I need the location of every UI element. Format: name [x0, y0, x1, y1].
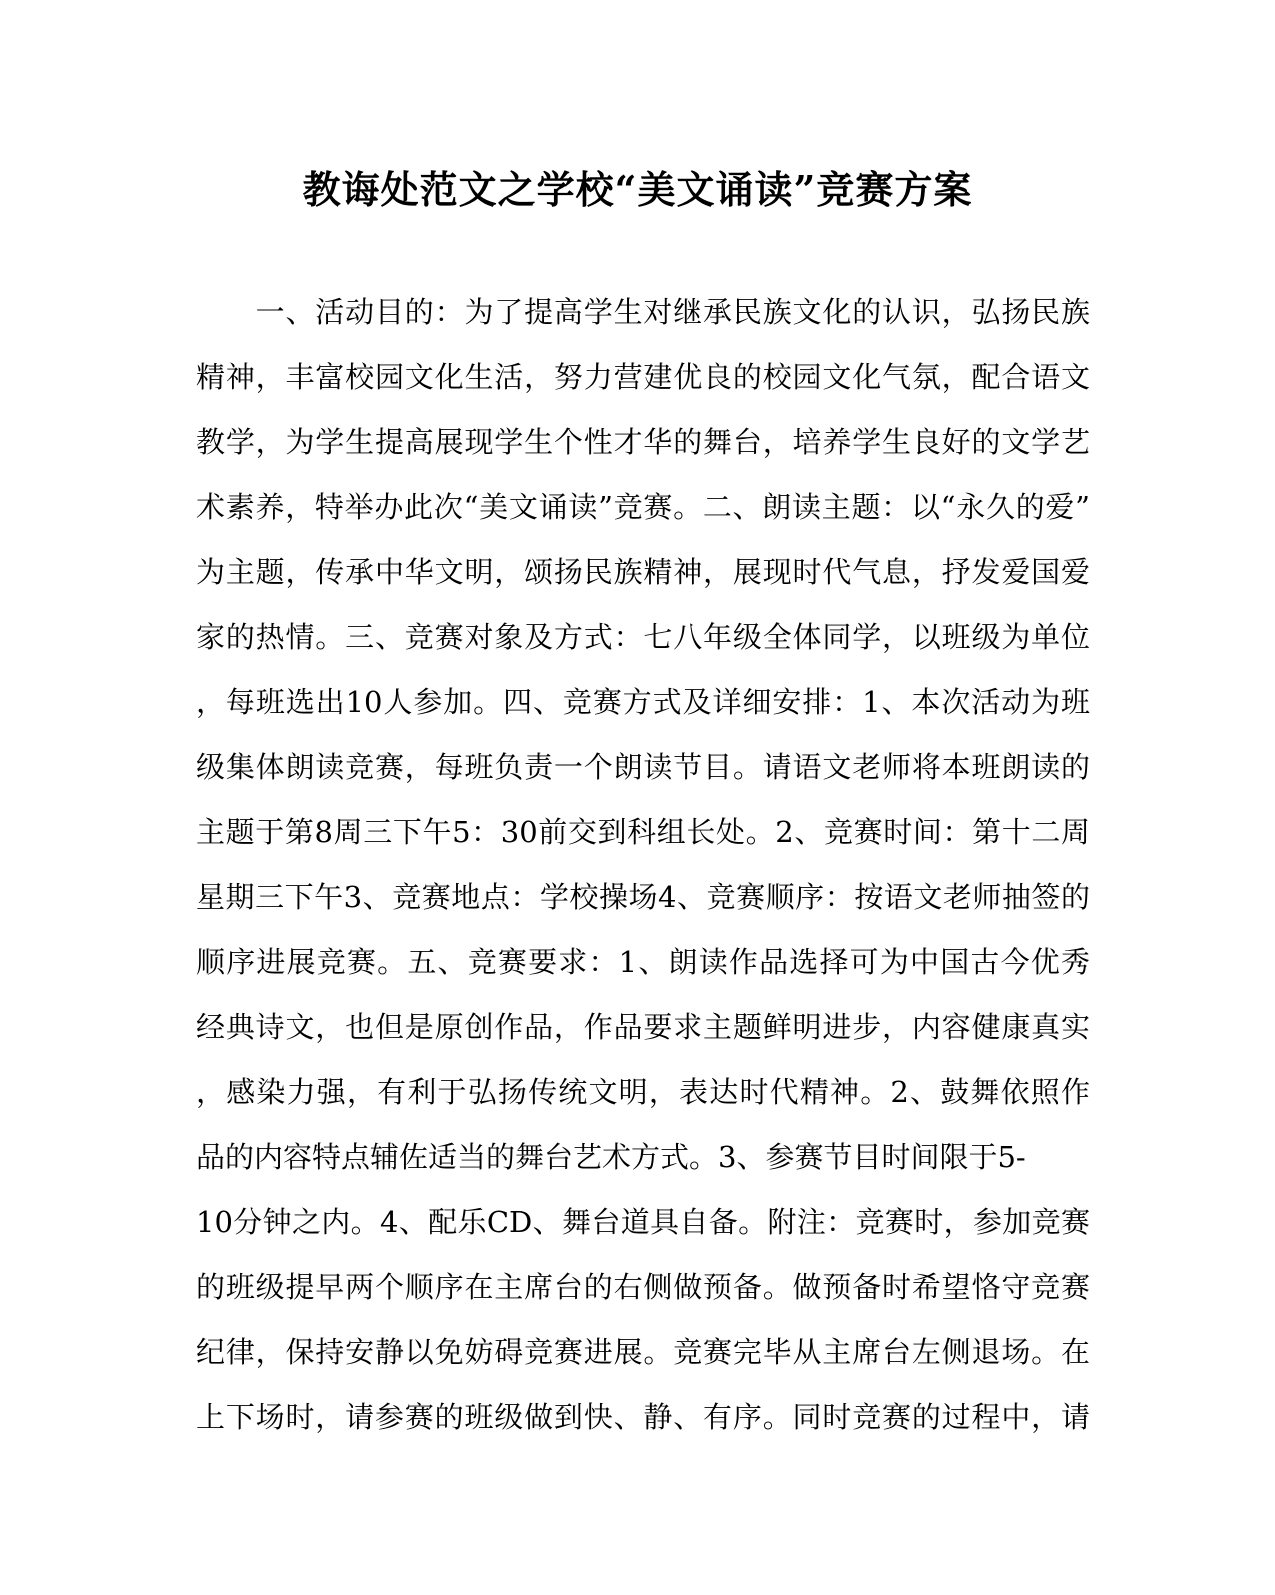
text-line: 级集体朗读竞赛，每班负责一个朗读节目。请语文老师将本班朗读的 [196, 750, 1090, 784]
text-line: 顺序进展竞赛。五、竞赛要求：1、朗读作品选择可为中国古今优秀 [196, 945, 1090, 979]
text-line: 上下场时，请参赛的班级做到快、静、有序。同时竞赛的过程中，请 [196, 1400, 1090, 1434]
text-line: 术素养，特举办此次“美文诵读”竞赛。二、朗读主题：以“永久的爱” [196, 490, 1090, 524]
text-line: 纪律，保持安静以免妨碍竞赛进展。竞赛完毕从主席台左侧退场。在 [196, 1335, 1090, 1369]
text-line: ，每班选出10人参加。四、竞赛方式及详细安排：1、本次活动为班 [196, 685, 1090, 719]
text-line: 主题于第8周三下午5：30前交到科组长处。2、竞赛时间：第十二周 [196, 815, 1090, 849]
text-line: 的班级提早两个顺序在主席台的右侧做预备。做预备时希望恪守竞赛 [196, 1270, 1090, 1304]
text-line: 教学，为学生提高展现学生个性才华的舞台，培养学生良好的文学艺 [196, 425, 1090, 459]
text-line: 星期三下午3、竞赛地点：学校操场4、竞赛顺序：按语文老师抽签的 [196, 880, 1090, 914]
text-line: ，感染力强，有利于弘扬传统文明，表达时代精神。2、鼓舞依照作 [196, 1075, 1090, 1109]
text-line: 经典诗文，也但是原创作品，作品要求主题鲜明进步，内容健康真实 [196, 1010, 1090, 1044]
document-title: 教诲处范文之学校“美文诵读”竞赛方案 [302, 167, 973, 212]
text-line: 为主题，传承中华文明，颂扬民族精神，展现时代气息，抒发爱国爱 [196, 555, 1090, 589]
document-body [196, 280, 1090, 1450]
text-line: 10分钟之内。4、配乐CD、舞台道具自备。附注：竞赛时，参加竞赛 [196, 1205, 1090, 1239]
text-line: 精神，丰富校园文化生活，努力营建优良的校园文化气氛，配合语文 [196, 360, 1090, 394]
text-line: 品的内容特点辅佐适当的舞台艺术方式。3、参赛节目时间限于5- [196, 1140, 1026, 1174]
text-line: 一、活动目的：为了提高学生对继承民族文化的认识，弘扬民族 [196, 295, 1090, 329]
text-line: 家的热情。三、竞赛对象及方式：七八年级全体同学，以班级为单位 [196, 620, 1090, 654]
